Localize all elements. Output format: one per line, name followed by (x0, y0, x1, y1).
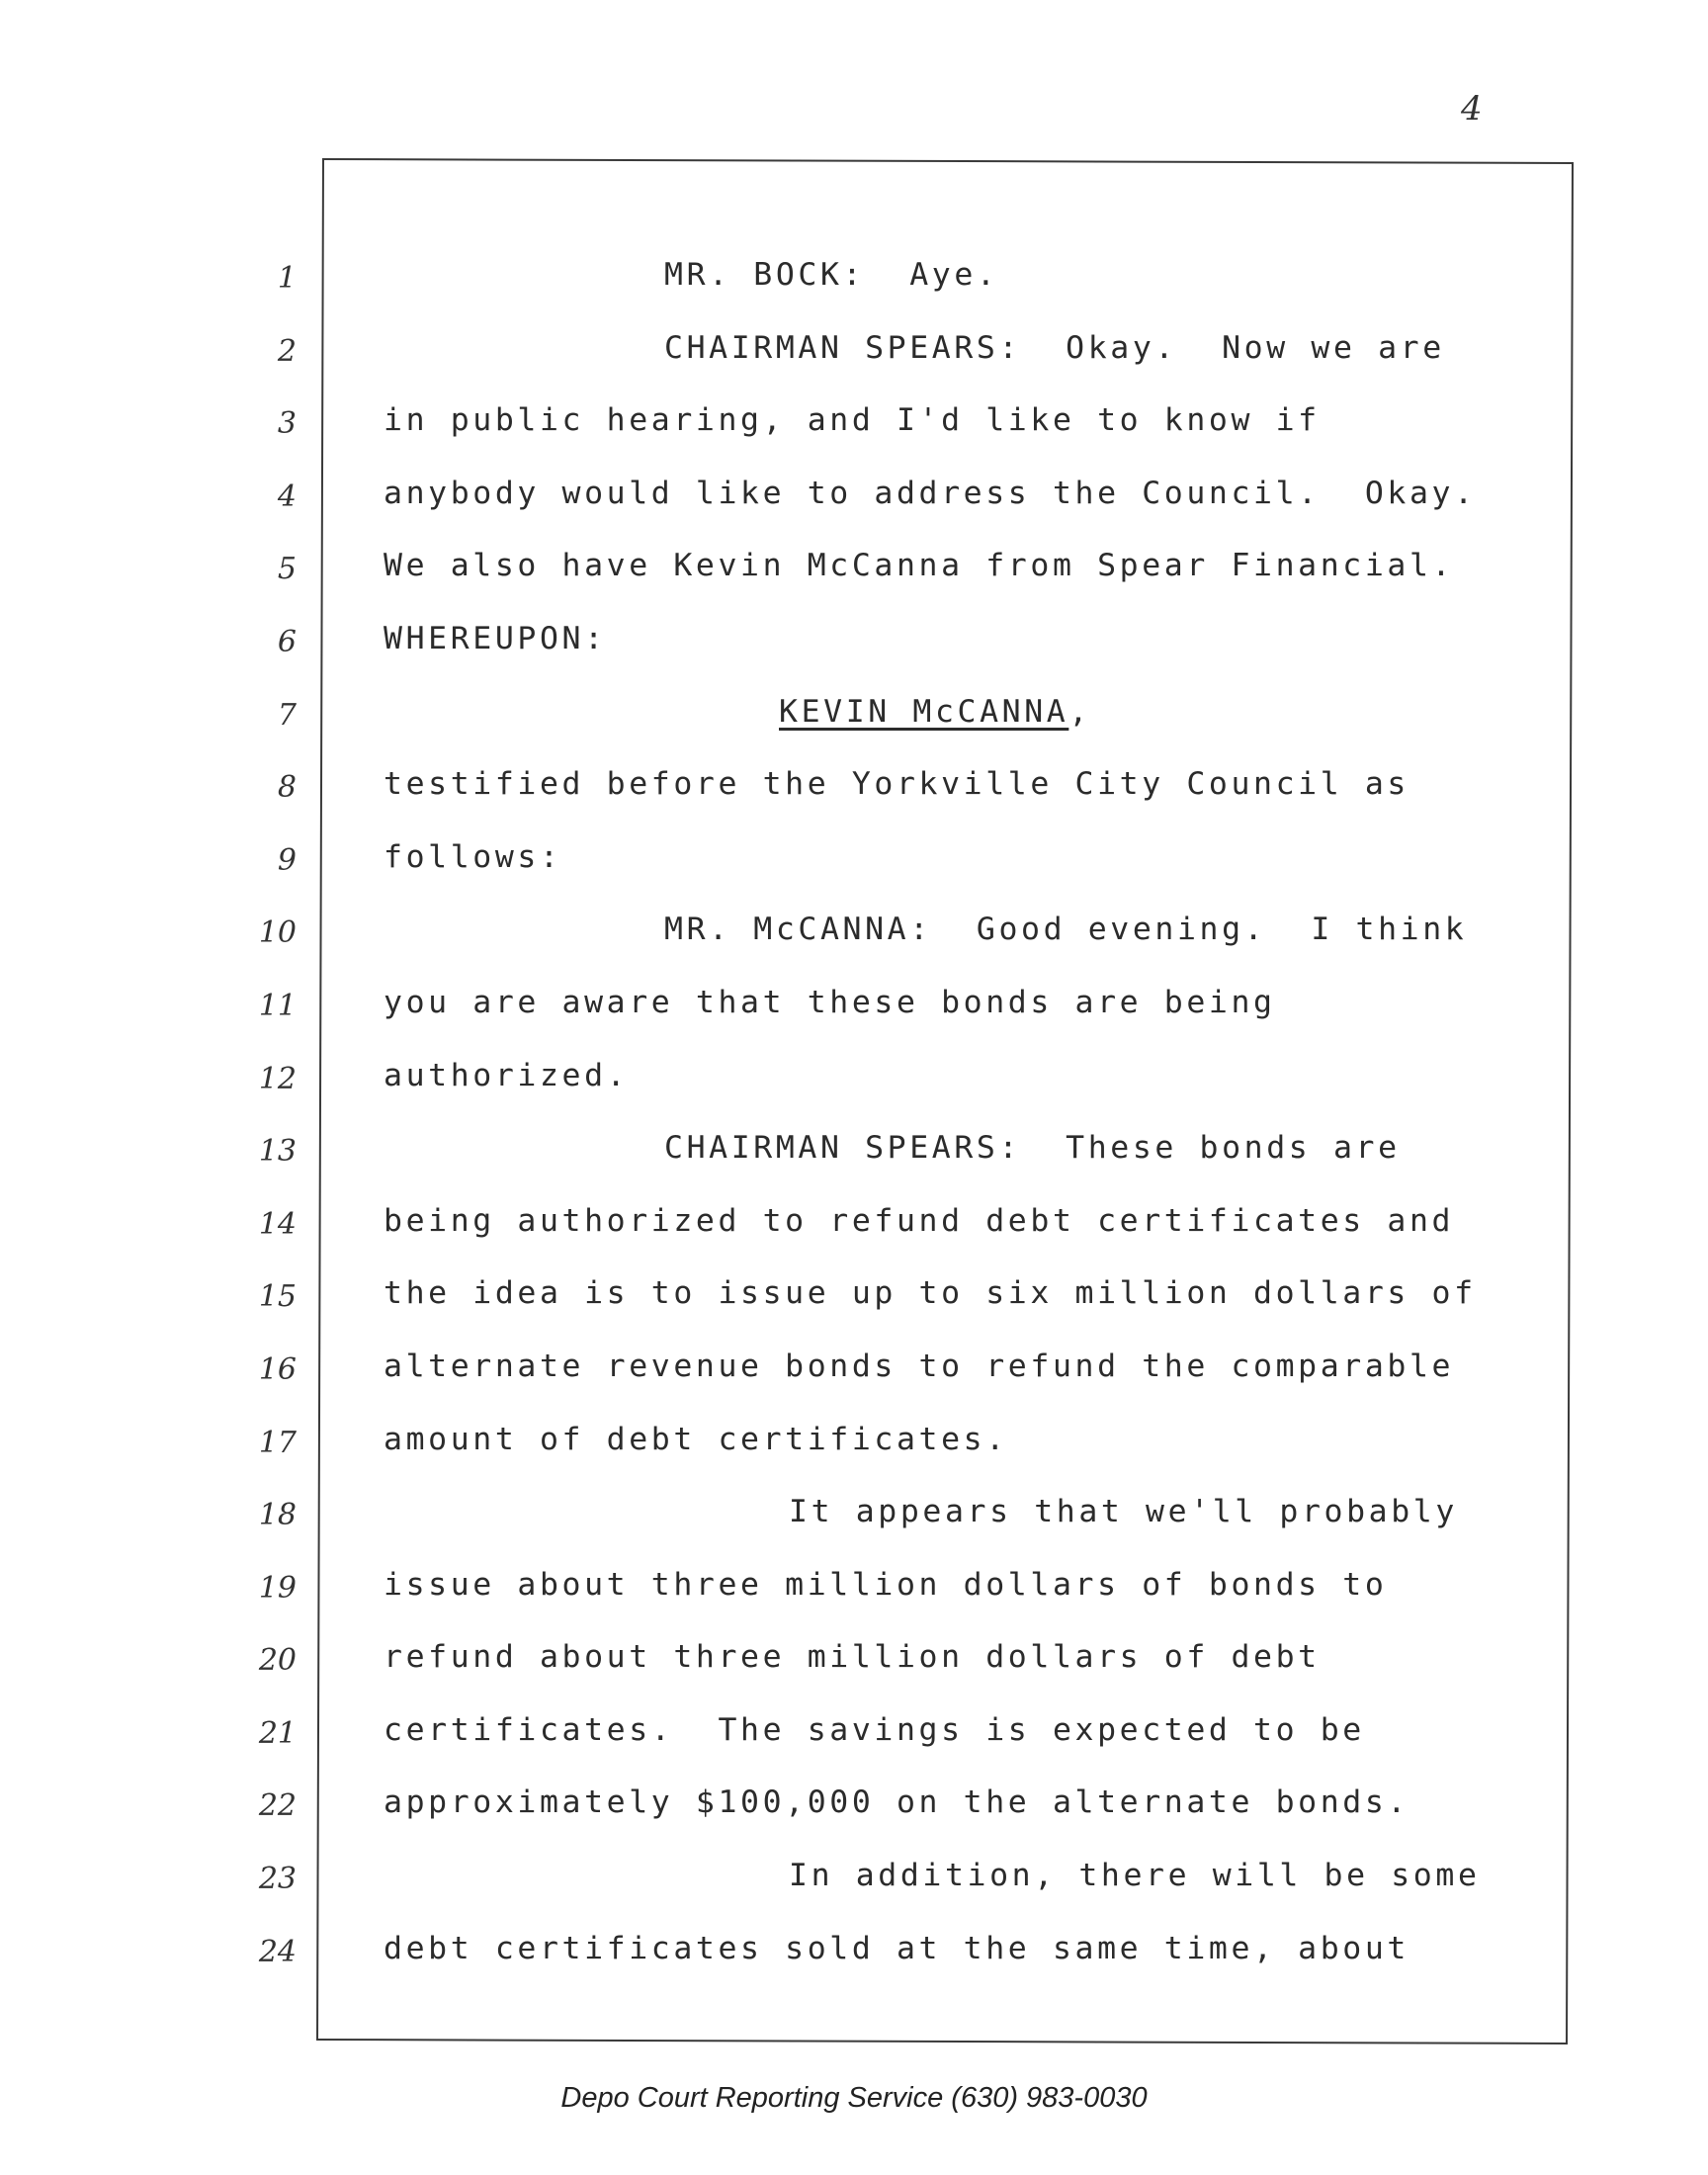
line-number: 1 (277, 261, 297, 296)
transcript-line-11: you are aware that these bonds are being (384, 984, 1276, 1020)
line-number: 6 (277, 624, 297, 659)
witness-name-comma: , (1068, 693, 1091, 730)
line-number: 4 (277, 478, 297, 514)
transcript-text (384, 255, 1550, 2001)
transcript-line-22: approximately $100,000 on the alternate bonds. (384, 1784, 1409, 1821)
transcript-line-4: anybody would like to address the Council. Okay. (384, 475, 1477, 511)
line-number: 3 (277, 406, 297, 442)
line-number: 14 (258, 1206, 297, 1242)
line-number: 22 (258, 1788, 297, 1824)
transcript-line-19: issue about three million dollars of bonds to (384, 1566, 1388, 1603)
line-number: 13 (258, 1134, 297, 1170)
line-number: 9 (277, 842, 297, 878)
line-number: 12 (258, 1061, 297, 1096)
transcript-line-20: refund about three million dollars of debt (384, 1639, 1321, 1676)
transcript-line-21: certificates. The savings is expected to be (384, 1711, 1365, 1748)
witness-name: KEVIN McCANNA (779, 693, 1069, 730)
transcript-line-10: MR. McCANNA: Good evening. I think (664, 912, 1468, 948)
line-number-column (227, 259, 297, 2005)
line-number: 15 (258, 1279, 297, 1315)
transcript-line-6: WHEREUPON: (384, 620, 607, 656)
line-number: 16 (258, 1351, 297, 1387)
line-number: 24 (258, 1934, 297, 1969)
transcript-line-18: It appears that we'll probably (789, 1494, 1458, 1530)
transcript-line-17: amount of debt certificates. (384, 1421, 1008, 1457)
transcript-line-24: debt certificates sold at the same time, about (384, 1930, 1409, 1966)
transcript-line-2: CHAIRMAN SPEARS: Okay. Now we are (664, 329, 1445, 366)
line-number: 20 (258, 1643, 297, 1679)
line-number: 11 (258, 988, 297, 1023)
transcript-line-8: testified before the Yorkville City Council as (384, 766, 1409, 803)
line-number: 7 (277, 697, 297, 733)
transcript-line-3: in public hearing, and I'd like to know if (384, 402, 1321, 439)
transcript-line-1: MR. BOCK: Aye. (664, 257, 999, 293)
line-number: 5 (277, 552, 297, 587)
transcript-line-7 (384, 692, 1550, 765)
transcript-line-13: CHAIRMAN SPEARS: These bonds are (664, 1130, 1401, 1167)
transcript-line-14: being authorized to refund debt certificates and (384, 1202, 1455, 1239)
line-number: 2 (277, 333, 297, 369)
line-number: 18 (258, 1498, 297, 1533)
line-number: 8 (277, 770, 297, 806)
transcript-line-16: alternate revenue bonds to refund the comparable (384, 1348, 1455, 1384)
page-number: 4 (1461, 89, 1483, 129)
line-number: 23 (258, 1862, 297, 1897)
transcript-line-5: We also have Kevin McCanna from Spear Financial. (384, 548, 1455, 584)
transcript-line-23: In addition, there will be some (789, 1858, 1481, 1894)
line-number: 21 (258, 1715, 297, 1751)
transcript-line-12: authorized. (384, 1057, 630, 1093)
line-number: 17 (258, 1425, 297, 1460)
line-number: 19 (258, 1570, 297, 1606)
transcript-line-9: follows: (384, 838, 562, 875)
transcript-line-15: the idea is to issue up to six million dollars of (384, 1275, 1477, 1312)
page-footer: Depo Court Reporting Service (630) 983-0030 (560, 2082, 1148, 2114)
line-number: 10 (258, 915, 297, 951)
